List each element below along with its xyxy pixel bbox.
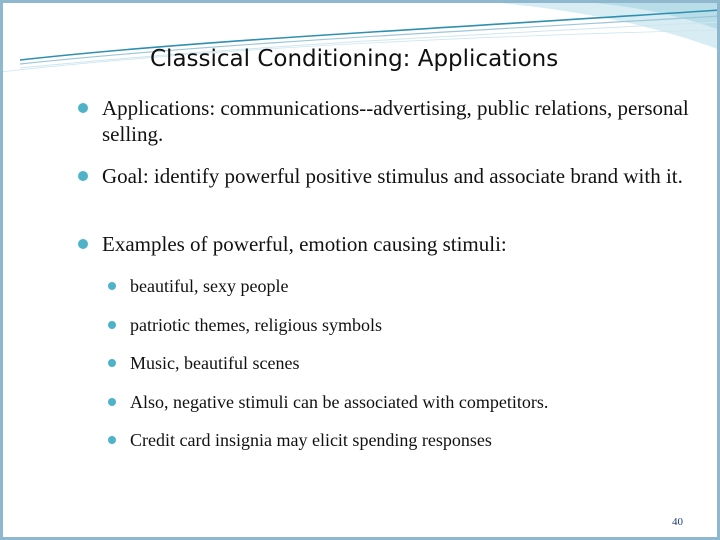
sub-bullet-text: patriotic themes, religious symbols xyxy=(130,315,382,335)
bullet-dot-icon xyxy=(78,239,88,249)
sub-bullet xyxy=(108,352,710,374)
sub-bullet-text: beautiful, sexy people xyxy=(130,276,289,296)
sub-bullet xyxy=(108,275,710,297)
sub-bullet-text: Also, negative stimuli can be associated with competitors. xyxy=(130,392,549,412)
bullet-applications xyxy=(78,95,712,147)
sub-bullet xyxy=(108,429,710,451)
bullet-text: Goal: identify powerful positive stimulus and associate brand with it. xyxy=(102,164,683,188)
bullet-goal xyxy=(78,163,712,189)
bullet-text: Applications: communications--advertising, public relations, personal selling. xyxy=(102,96,689,146)
sub-bullet xyxy=(108,391,710,413)
slide-title: Classical Conditioning: Applications xyxy=(150,46,559,72)
sub-bullet xyxy=(108,314,710,336)
sub-bullet-text: Music, beautiful scenes xyxy=(130,353,300,373)
bullet-examples xyxy=(78,231,712,257)
bullet-dot-icon xyxy=(108,359,116,367)
bullet-dot-icon xyxy=(78,103,88,113)
bullet-dot-icon xyxy=(108,436,116,444)
bullet-dot-icon xyxy=(108,282,116,290)
bullet-dot-icon xyxy=(108,398,116,406)
sub-bullet-text: Credit card insignia may elicit spending responses xyxy=(130,430,492,450)
page-number: 40 xyxy=(672,516,683,528)
bullet-dot-icon xyxy=(108,321,116,329)
bullet-text: Examples of powerful, emotion causing stimuli: xyxy=(102,232,507,256)
bullet-dot-icon xyxy=(78,171,88,181)
